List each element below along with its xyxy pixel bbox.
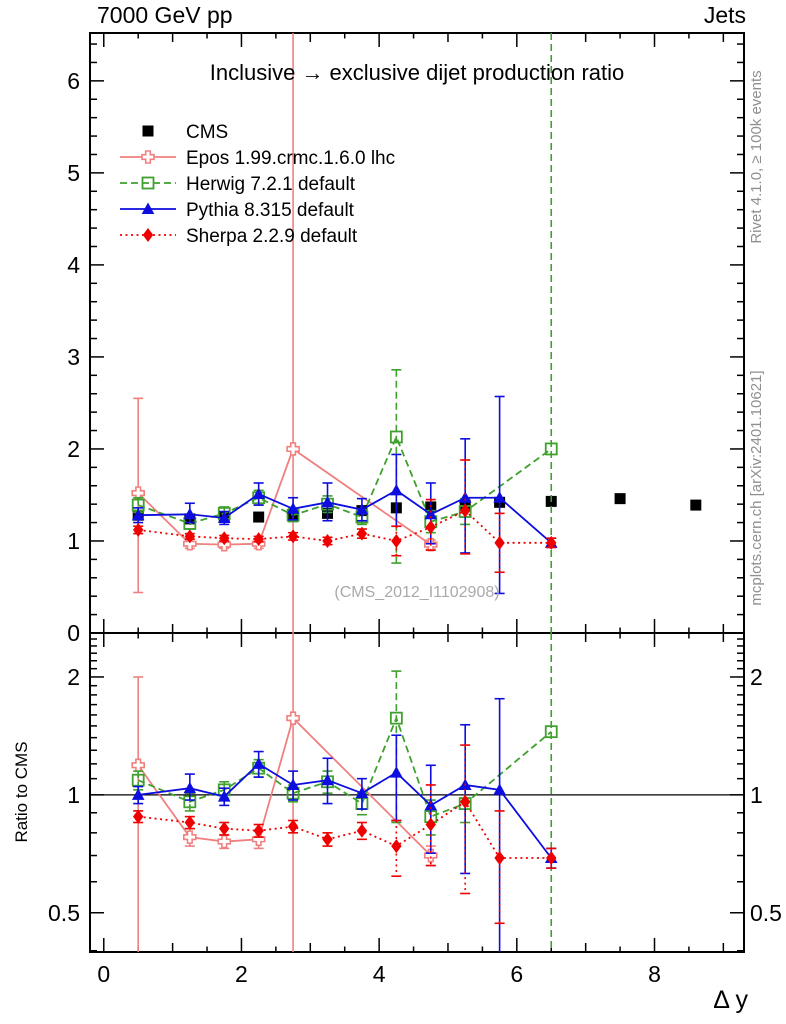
open-cross-marker (132, 759, 144, 771)
filled-diamond-marker (219, 822, 229, 836)
legend-label: Sherpa 2.2.9 default (186, 226, 358, 247)
ratio-y-tick-label: 1 (67, 781, 80, 808)
ratio-axis-label: Ratio to CMS (12, 741, 31, 843)
filled-diamond-marker (288, 529, 298, 543)
filled-square-marker (253, 512, 264, 523)
filled-diamond-marker (288, 820, 298, 834)
x-tick-label: 2 (235, 961, 248, 987)
filled-triangle-marker (390, 766, 403, 778)
ratio-y-tick-label: 2 (67, 663, 80, 690)
legend-label: Pythia 8.315 default (186, 200, 354, 221)
filled-triangle-marker (252, 488, 265, 500)
main-y-tick-label: 5 (67, 159, 80, 186)
legend-label: Epos 1.99.crmc.1.6.0 lhc (186, 148, 396, 169)
ratio-y-tick-label: 0.5 (48, 899, 80, 926)
filled-square-marker (615, 493, 626, 504)
legend (120, 122, 395, 247)
main-y-tick-label: 0 (67, 620, 80, 646)
open-cross-marker (142, 151, 154, 163)
legend-item-sherpa (120, 226, 358, 247)
filled-diamond-marker (133, 810, 143, 824)
series-pythia (132, 396, 558, 593)
filled-diamond-marker (143, 228, 153, 242)
legend-item-herwig (120, 174, 356, 195)
series-line (138, 802, 551, 858)
series-line (138, 490, 551, 542)
open-cross-marker (218, 836, 230, 848)
filled-diamond-marker (357, 824, 367, 838)
main-y-tick-label: 6 (67, 67, 80, 94)
ratio-y-tick-label-right: 1 (750, 781, 763, 808)
filled-triangle-marker (184, 782, 197, 794)
filled-diamond-marker (426, 818, 436, 832)
legend-item-cms (143, 122, 229, 143)
series-line (138, 449, 431, 545)
x-tick-label: 0 (97, 961, 111, 987)
filled-square-marker (690, 500, 701, 511)
filled-diamond-marker (133, 523, 143, 537)
main-y-tick-label: 3 (67, 343, 80, 370)
series-pythia-ratio (132, 699, 558, 952)
series-epos (132, 33, 437, 633)
filled-triangle-marker (321, 496, 334, 508)
legend-item-pythia (120, 200, 355, 221)
filled-diamond-marker (322, 832, 332, 846)
series-herwig-ratio (133, 633, 557, 952)
x-tick-label: 8 (648, 961, 661, 987)
filled-square-marker (143, 126, 154, 137)
filled-diamond-marker (391, 534, 401, 548)
main-y-tick-label: 1 (67, 527, 80, 554)
beam-energy-label: 7000 GeV pp (97, 2, 233, 28)
legend-item-epos (120, 148, 395, 169)
plot-title: Inclusive → exclusive dijet production ratio (209, 60, 625, 85)
filled-triangle-marker (390, 484, 403, 496)
x-axis-label: Δ y (713, 986, 748, 1014)
series-line (138, 718, 551, 816)
legend-label: CMS (186, 122, 229, 143)
open-cross-marker (287, 443, 299, 455)
series-line (138, 437, 551, 524)
ratio-y-tick-label-right: 0.5 (750, 899, 782, 926)
analysis-group-label: Jets (703, 2, 746, 28)
filled-diamond-marker (494, 536, 504, 550)
filled-diamond-marker (322, 534, 332, 548)
filled-diamond-marker (185, 816, 195, 830)
x-tick-label: 4 (372, 961, 386, 987)
series-sherpa (133, 460, 556, 572)
main-y-tick-label: 4 (67, 251, 80, 278)
legend-label: Herwig 7.2.1 default (186, 174, 355, 195)
filled-diamond-marker (391, 839, 401, 853)
main-y-tick-label: 2 (67, 435, 80, 462)
ratio-y-tick-label-right: 2 (750, 663, 763, 690)
series-line (138, 718, 431, 855)
x-tick-label: 6 (510, 961, 524, 987)
rivet-version-note: Rivet 4.1.0, ≥ 100k events (748, 70, 765, 244)
series-epos-ratio (132, 633, 437, 952)
analysis-id-watermark: (CMS_2012_I1102908) (334, 584, 500, 601)
series-line (138, 764, 551, 858)
open-cross-marker (184, 831, 196, 843)
mcplots-arxiv-note: mcplots.cern.ch [arXiv:2401.10621] (748, 370, 765, 606)
